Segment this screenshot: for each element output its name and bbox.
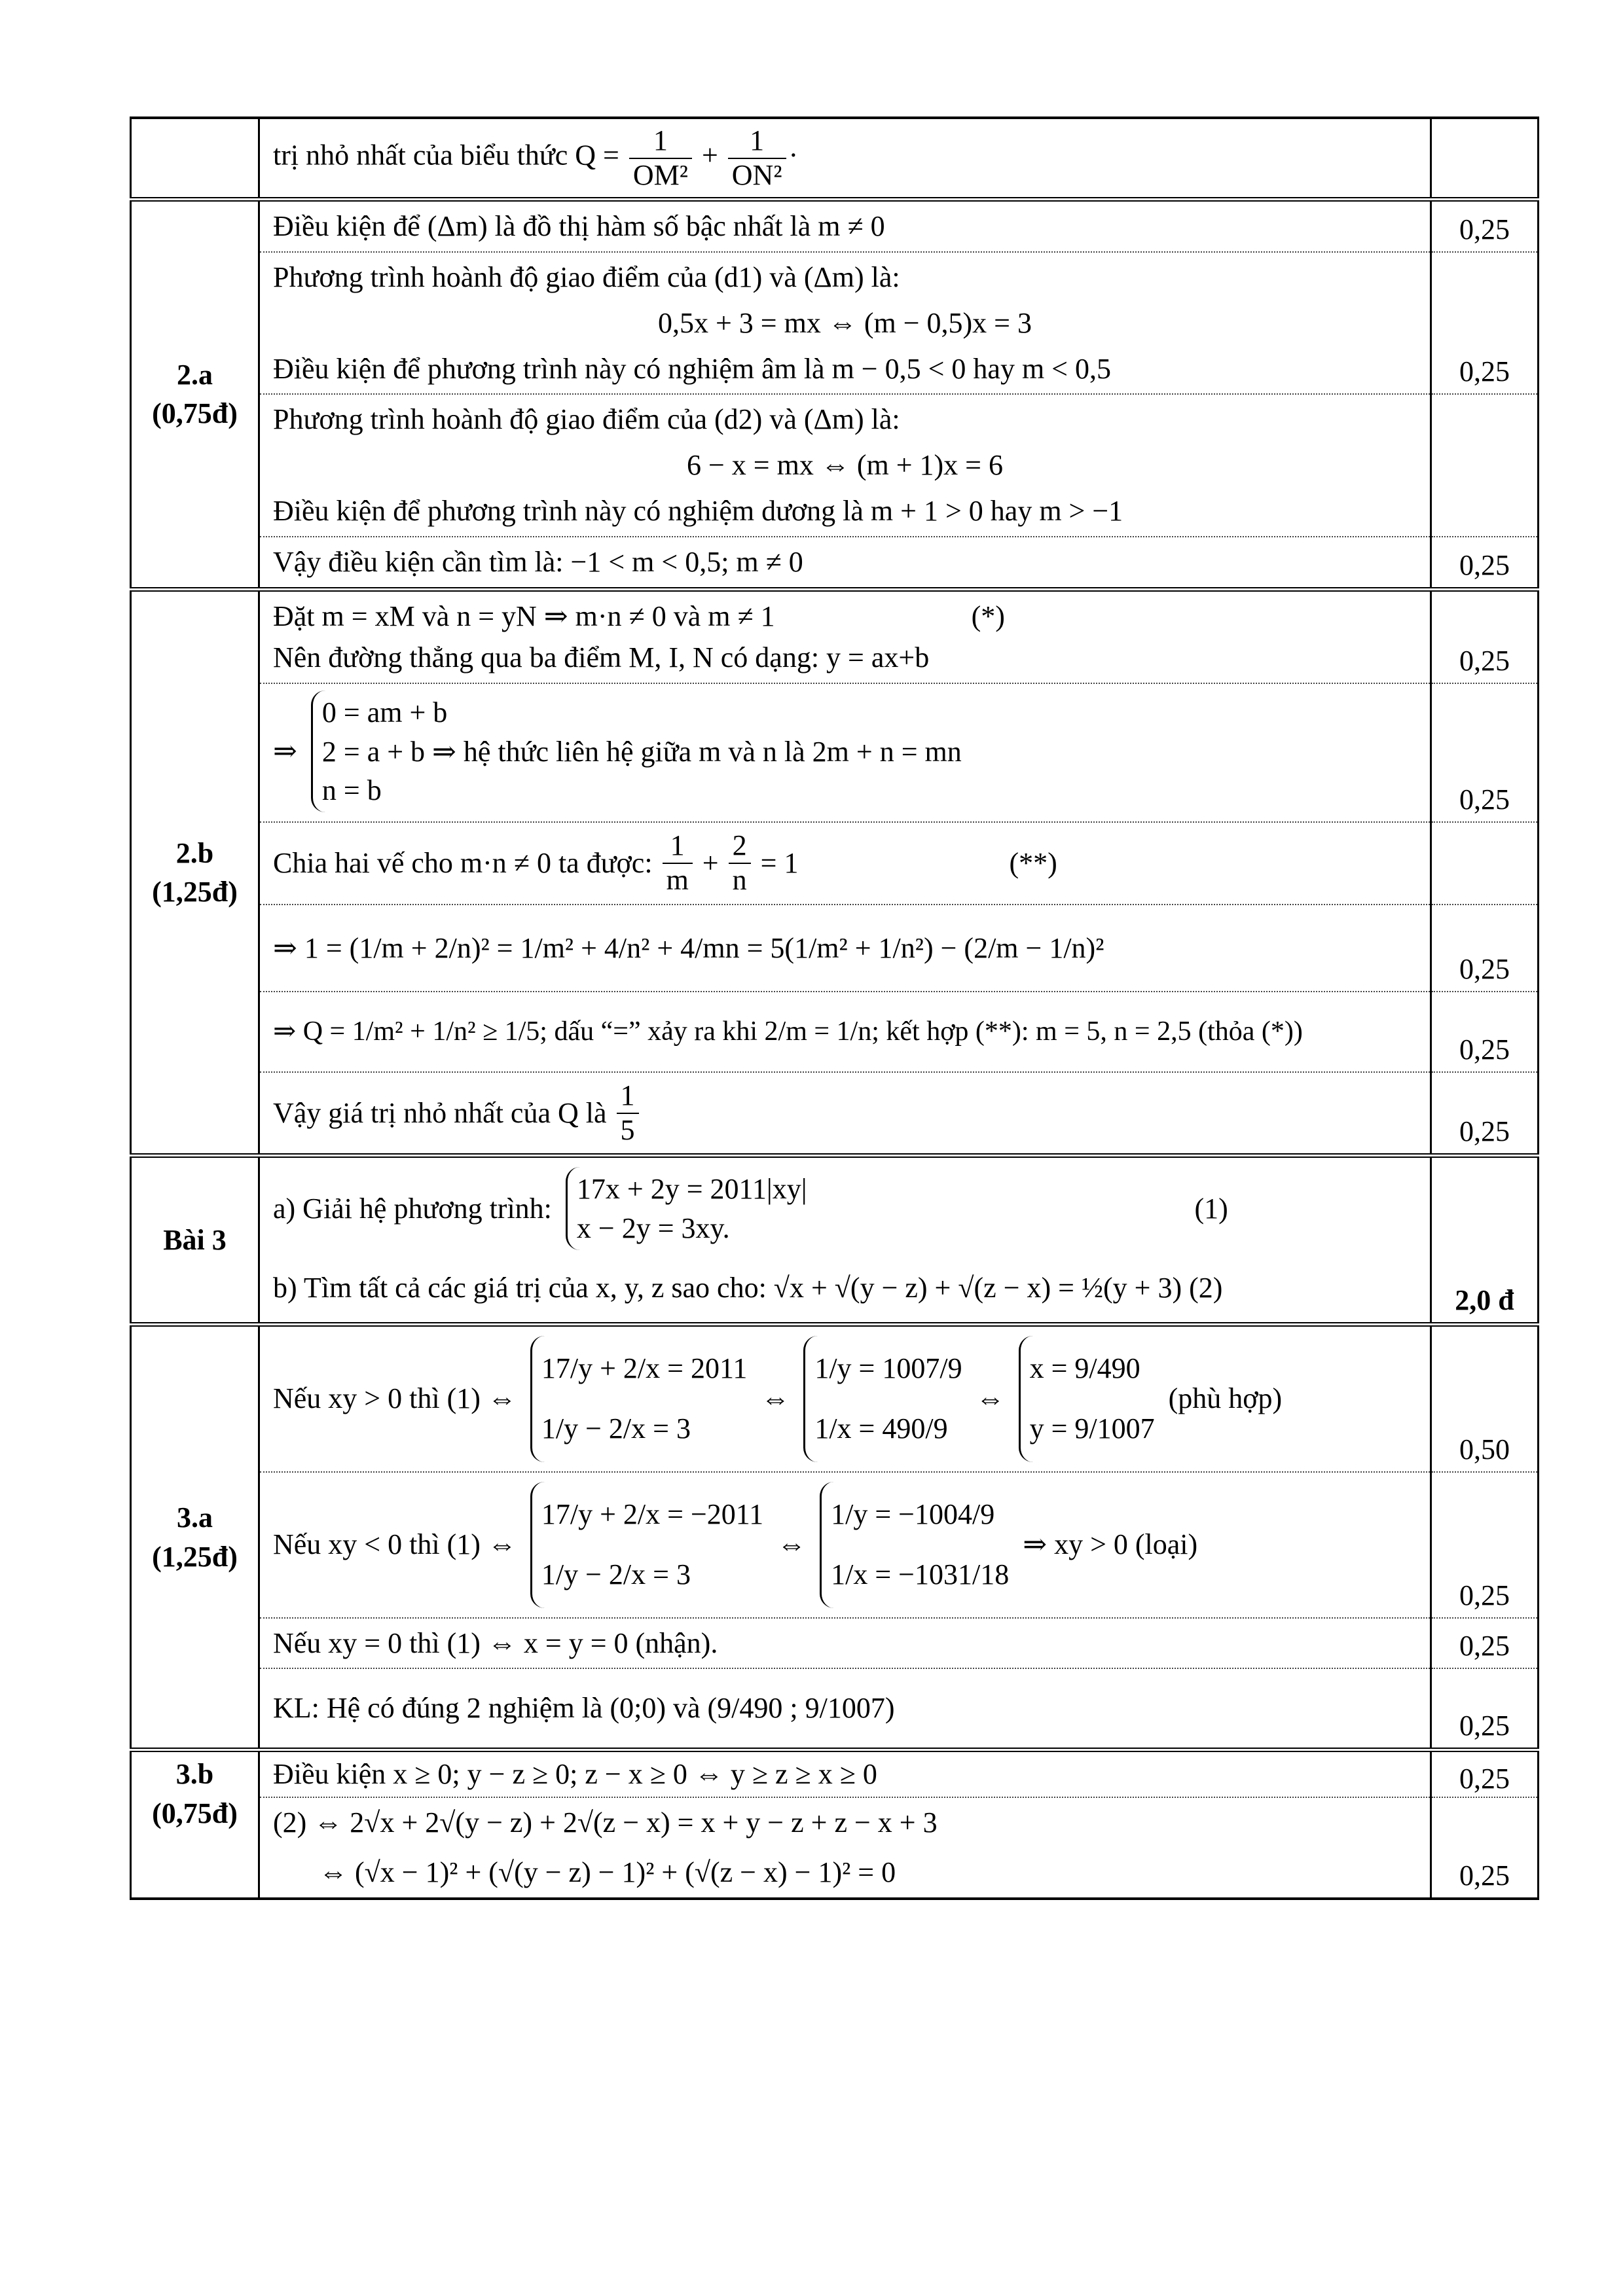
section-label-2b: 2.b (1,25đ) xyxy=(131,589,259,1156)
section-label-3b: 3.b (0,75đ) xyxy=(131,1750,259,1899)
arrow: ⇒ xyxy=(273,735,297,768)
table-row xyxy=(131,1668,1539,1749)
mark-double-star: (**) xyxy=(1009,847,1057,880)
grading-table xyxy=(130,117,1539,1900)
fraction: $\frac{1}{\text{OM²}}$ xyxy=(629,124,692,192)
equation-system: x = 9/490 y = 9/1007 xyxy=(1019,1336,1155,1462)
case-text: Nếu xy > 0 thì (1) ⇔ xyxy=(273,1382,517,1415)
step-text: Nên đường thẳng qua ba điểm M, I, N có dạng: y = ax+b xyxy=(273,641,930,674)
section-label-2a: 2.a (0,75đ) xyxy=(131,200,259,589)
section-label-3a: 3.a (1,25đ) xyxy=(131,1324,259,1749)
equation-system: 17x + 2y = 2011|xy| x − 2y = 3xy. xyxy=(566,1167,807,1250)
equation-system: 1/y = −1004/9 1/x = −1031/18 xyxy=(820,1482,1009,1608)
step-text: Phương trình hoành độ giao điểm của (d2) và (Δm) là: xyxy=(273,403,900,436)
equation: 6 − x = mx ⇔ (m + 1)x = 6 xyxy=(686,449,1003,482)
score-value: 0,25 xyxy=(1459,548,1510,581)
condition-text: Điều kiện x ≥ 0; y − z ≥ 0; z − x ≥ 0 ⇔ y ≥ z ≥ x ≥ 0 xyxy=(273,1758,877,1791)
problem-a-text: a) Giải hệ phương trình: xyxy=(273,1192,552,1225)
table-row xyxy=(131,992,1539,1072)
equation: 0,5x + 3 = mx ⇔ (m − 0,5)x = 3 xyxy=(657,306,1032,339)
case-text: Nếu xy = 0 thì (1) ⇔ x = y = 0 (nhận). xyxy=(273,1626,718,1659)
fraction: $\frac{1}{5}$ xyxy=(617,1079,639,1147)
q-expression-text: trị nhỏ nhất của biểu thức Q = xyxy=(273,139,627,171)
table-row xyxy=(131,683,1539,822)
score-value: 0,25 xyxy=(1459,1762,1510,1795)
table-row xyxy=(131,252,1539,394)
equation-system: 17/y + 2/x = 2011 1/y − 2/x = 3 xyxy=(530,1336,747,1462)
table-row xyxy=(131,394,1539,536)
score-value: 0,25 xyxy=(1459,355,1510,388)
equation-system: 17/y + 2/x = −2011 1/y − 2/x = 3 xyxy=(530,1482,763,1608)
table-row xyxy=(131,537,1539,589)
step-text: Điều kiện để phương trình này có nghiệm dương là m + 1 > 0 hay m > −1 xyxy=(273,494,1123,527)
fraction: $\frac{1}{m}$ xyxy=(663,829,693,897)
score-value: 0,25 xyxy=(1459,645,1510,677)
step-text: Phương trình hoành độ giao điểm của (d1) và (Δm) là: xyxy=(273,260,900,293)
table-row xyxy=(131,1072,1539,1156)
case-verdict: (phù hợp) xyxy=(1168,1382,1283,1415)
score-value: 0,50 xyxy=(1459,1433,1510,1465)
step-text: Điều kiện để (Δm) là đồ thị hàm số bậc nhất là m ≠ 0 xyxy=(273,210,885,243)
step-text: Chia hai vế cho m·n ≠ 0 ta được: xyxy=(273,847,653,880)
step-text: Điều kiện để phương trình này có nghiệm âm là m − 0,5 < 0 hay m < 0,5 xyxy=(273,352,1111,385)
score-value: 0,25 xyxy=(1459,1033,1510,1066)
table-row: trị nhỏ nhất của biểu thức Q = $\frac{1}{\text{OM²}}$ + $\frac{1}{\text{ON²}}$ · xyxy=(131,118,1539,200)
score-value: 0,25 xyxy=(1459,1579,1510,1611)
identity-expansion: ⇒ 1 = (1/m + 2/n)² = 1/m² + 4/n² + 4/mn = 5(1/m² + 1/n²) − (2/m − 1/n)² xyxy=(273,931,1104,964)
equation: (2) ⇔ 2√x + 2√(y − z) + 2√(z − x) = x + y − z + z − x + 3 xyxy=(273,1806,938,1839)
score-value: 0,25 xyxy=(1459,1859,1510,1892)
conclusion-text: Vậy giá trị nhỏ nhất của Q là xyxy=(273,1096,607,1129)
inequality-step: ⇒ Q = 1/m² + 1/n² ≥ 1/5; dấu “=” xảy ra khi 2/m = 1/n; kết hợp (**): m = 5, n = 2,5 (thỏa (*)) xyxy=(273,1016,1303,1047)
conclusion-text: KL: Hệ có đúng 2 nghiệm là (0;0) và (9/490 ; 9/1007) xyxy=(273,1692,895,1725)
case-verdict: ⇒ xy > 0 (loại) xyxy=(1023,1528,1198,1561)
step-text: Vậy điều kiện cần tìm là: −1 < m < 0,5; m ≠ 0 xyxy=(273,545,803,578)
table-row xyxy=(131,1156,1539,1325)
table-row xyxy=(131,1618,1539,1669)
score-value: 0,25 xyxy=(1459,213,1510,245)
score-value: 0,25 xyxy=(1459,783,1510,816)
mark-star: (*) xyxy=(971,600,1005,632)
score-value: 0,25 xyxy=(1459,1115,1510,1148)
equation-number: (1) xyxy=(1194,1192,1228,1225)
table-row xyxy=(131,905,1539,992)
equation: ⇔ (√x − 1)² + (√(y − z) − 1)² + (√(z − x) − 1)² = 0 xyxy=(319,1856,896,1888)
table-row: 3.a (1,25đ) Nếu xy > 0 thì (1) ⇔ 17/y + 2/x = 2011 1/y − 2/x = 3 ⇔ 1/y = 1007/9 1/x = 490/9 ⇔ x = 9/490 y = 9/1007 (phù hợp) 0,50 xyxy=(131,1324,1539,1471)
table-row xyxy=(131,1750,1539,1797)
table-row xyxy=(131,200,1539,252)
table-row: Chia hai vế cho m·n ≠ 0 ta được: $\frac{1}{m}$ + $\frac{2}{n}$ = 1 (**) xyxy=(131,822,1539,904)
equation-system: 0 = am + b 2 = a + b ⇒ hệ thức liên hệ giữa m và n là 2m + n = mn n = b xyxy=(311,691,962,812)
fraction: $\frac{2}{n}$ xyxy=(729,829,751,897)
table-row xyxy=(131,1797,1539,1899)
table-row xyxy=(131,589,1539,683)
section-label-bai3: Bài 3 xyxy=(131,1156,259,1325)
score-value: 0,25 xyxy=(1459,1630,1510,1662)
score-value: 0,25 xyxy=(1459,953,1510,986)
equation-system: 1/y = 1007/9 1/x = 490/9 xyxy=(803,1336,962,1462)
score-value: 0,25 xyxy=(1459,1710,1510,1742)
case-text: Nếu xy < 0 thì (1) ⇔ xyxy=(273,1528,517,1561)
step-text: Đặt m = xM và n = yN ⇒ m·n ≠ 0 và m ≠ 1 xyxy=(273,600,775,632)
answer-table xyxy=(130,117,1537,1900)
problem-b-text: b) Tìm tất cả các giá trị của x, y, z sao cho: √x + √(y − z) + √(z − x) = ½(y + 3) (2) xyxy=(273,1272,1223,1304)
total-score: 2,0 đ xyxy=(1455,1283,1514,1316)
fraction: $\frac{1}{\text{ON²}}$ xyxy=(728,124,786,192)
table-row: Nếu xy < 0 thì (1) ⇔ 17/y + 2/x = −2011 1/y − 2/x = 3 ⇔ 1/y = −1004/9 1/x = −1031/18 ⇒ xy > 0 (loại) 0,25 xyxy=(131,1472,1539,1618)
